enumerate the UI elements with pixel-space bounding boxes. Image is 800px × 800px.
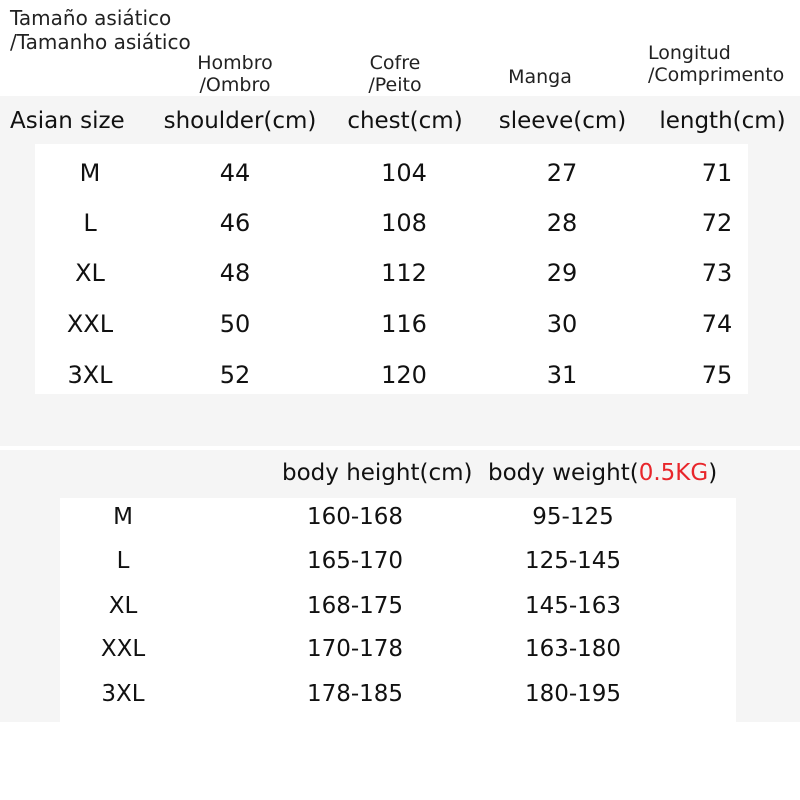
cell-size: L xyxy=(83,209,97,237)
header-translation-chest: Cofre /Peito xyxy=(368,52,422,96)
header-body-weight: body weight(0.5KG) xyxy=(488,460,718,486)
cell-sleeve: 29 xyxy=(546,259,578,287)
header-length: length(cm) xyxy=(659,108,786,134)
cell-size: 3XL xyxy=(67,361,113,389)
cell-size: XL xyxy=(108,593,138,619)
cell-shoulder: 50 xyxy=(219,310,251,338)
header-translation-shoulder: Hombro /Ombro xyxy=(197,52,273,96)
cell-body-weight: 145-163 xyxy=(524,593,622,619)
cell-size: XXL xyxy=(100,636,146,662)
header-translation-sleeve: Manga xyxy=(508,66,572,88)
cell-chest: 104 xyxy=(381,159,427,187)
cell-body-weight: 95-125 xyxy=(532,504,614,530)
header-body-height: body height(cm) xyxy=(282,460,473,486)
cell-chest: 120 xyxy=(381,361,427,389)
cell-length: 73 xyxy=(701,259,733,287)
cell-body-height: 160-168 xyxy=(306,504,404,530)
weight-unit-highlight: 0.5KG xyxy=(638,460,709,486)
cell-body-weight: 180-195 xyxy=(524,681,622,707)
cell-chest: 112 xyxy=(381,259,427,287)
cell-size: M xyxy=(113,504,133,530)
cell-shoulder: 44 xyxy=(219,159,251,187)
cell-sleeve: 30 xyxy=(546,310,578,338)
cell-shoulder: 46 xyxy=(219,209,251,237)
cell-body-height: 165-170 xyxy=(306,548,404,574)
title-line: Tamaño asiático xyxy=(10,6,172,30)
header-chest: chest(cm) xyxy=(347,108,463,134)
page-title xyxy=(10,6,191,54)
cell-size: M xyxy=(79,159,101,187)
cell-sleeve: 31 xyxy=(546,361,578,389)
header-asian-size: Asian size xyxy=(10,108,125,134)
cell-sleeve: 27 xyxy=(546,159,578,187)
cell-body-weight: 125-145 xyxy=(524,548,622,574)
cell-size: L xyxy=(116,548,130,574)
cell-body-height: 168-175 xyxy=(306,593,404,619)
cell-sleeve: 28 xyxy=(546,209,578,237)
cell-length: 75 xyxy=(701,361,733,389)
cell-length: 74 xyxy=(701,310,733,338)
cell-size: XXL xyxy=(66,310,114,338)
cell-body-height: 178-185 xyxy=(306,681,404,707)
cell-chest: 108 xyxy=(381,209,427,237)
cell-length: 72 xyxy=(701,209,733,237)
cell-shoulder: 48 xyxy=(219,259,251,287)
cell-body-weight: 163-180 xyxy=(524,636,622,662)
header-translation-length: Longitud /Comprimento xyxy=(648,42,785,86)
cell-size: 3XL xyxy=(101,681,145,707)
cell-length: 71 xyxy=(701,159,733,187)
cell-body-height: 170-178 xyxy=(306,636,404,662)
cell-size: XL xyxy=(75,259,105,287)
cell-chest: 116 xyxy=(381,310,427,338)
header-shoulder: shoulder(cm) xyxy=(163,108,317,134)
title-line: /Tamanho asiático xyxy=(10,30,191,54)
cell-shoulder: 52 xyxy=(219,361,251,389)
header-sleeve: sleeve(cm) xyxy=(498,108,627,134)
